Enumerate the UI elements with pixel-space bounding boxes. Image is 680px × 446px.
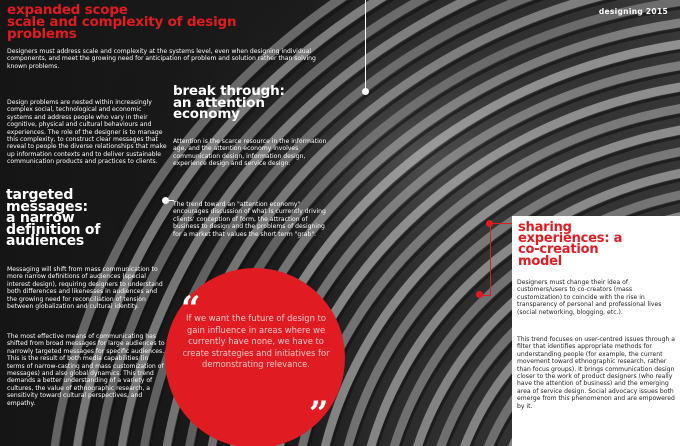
page-tag: designing 2015 <box>598 7 668 16</box>
connector-line <box>490 223 512 224</box>
heading-line: a narrow <box>6 210 75 227</box>
section1-paragraph-1: Designers must address scale and complexity at the systems level, even when designing individual components, and meet the growing need for anticipation of problem and solution rather than solving known problems. <box>7 48 316 70</box>
connector-dot <box>362 88 369 95</box>
heading-line: experiences: a <box>518 231 623 247</box>
pull-quote-text: If we want the future of design to gain influence in areas where we currently have none, we have to create strategies and initiatives for demonstrating relevance. <box>182 313 330 370</box>
connector-dot <box>486 220 493 227</box>
close-quote-mark: ” <box>309 394 329 434</box>
section1-paragraph-2: Design problems are nested within increasingly complex social, technological and economic systems and address people who vary in their cognitive, physical and cultural behaviours and experiences. The role of the designer is to manage this complexity, to construct clear messages that reveal to people the diverse relationships that make up information contexts and to deliver sustainable communication products and practices to clients. <box>7 99 167 166</box>
section4-paragraph-1: Designers must change their idea of customers/users to co-creators (mass customization) to coincide with the rise in transparency of personal and professional lives (social networking, blogging, etc.). <box>517 279 662 316</box>
section2-paragraph-1: Attention is the scarce resource in the information age, and the attention economy involves communication design, information design, experience design and service design. <box>173 138 327 168</box>
heading-line: scale and complexity of design <box>7 14 237 30</box>
section-heading-targeted-messages <box>6 187 101 250</box>
heading-line: definition of <box>6 221 101 238</box>
section-heading-expanded-scope <box>7 4 337 40</box>
section-heading-sharing-experiences <box>518 222 622 267</box>
section2-paragraph-2: The trend toward an "attention economy" encourages discussion of what is currently driving clients' conception of form, the attraction of business to design and the problems of designing for a market that values the short term "grab". <box>173 201 326 238</box>
connector-dot <box>162 197 169 204</box>
section-heading-break-through <box>173 83 285 122</box>
heading-line: break through: <box>173 83 285 99</box>
heading-line: messages: <box>6 198 88 215</box>
heading-line: targeted <box>6 187 74 203</box>
heading-line: audiences <box>6 233 85 250</box>
heading-line: model <box>518 253 563 269</box>
heading-line: an attention <box>173 94 265 111</box>
connector-line <box>365 0 366 92</box>
connector-line <box>490 223 491 295</box>
section4-paragraph-2: This trend focuses on user-centred issues through a filter that identifies appropriate methods for understanding people (for example, the current movement toward ethnographic research, rather than focus groups). It brings communication design closer to the work of product designers (who really have the attention of business) and the emerging area of service design. Social advocacy issues both emerge from this phenomenon and are empowered by it. <box>517 336 675 410</box>
section3-paragraph-2: The most effective means of communicating has shifted from broad messages for large audiences to narrowly targeted messages for specific audiences. This is the result of both media capabilities (in terms of narrow-casting and mass customization of messages) and also global dynamics. This trend demands a better understanding of a variety of cultures, the value of ethnographic research, a sensitivity toward cultural perspectives, and empathy. <box>7 333 165 407</box>
heading-line: sharing <box>518 220 572 235</box>
open-quote-mark: “ <box>181 289 201 329</box>
heading-line: co-creation <box>518 242 599 258</box>
heading-line: expanded scope <box>7 2 128 18</box>
heading-line: problems <box>7 26 77 42</box>
connector-dot <box>476 291 483 298</box>
section3-paragraph-1: Messaging will shift from mass communication to more narrow definitions of audiences (special interest design), requiring designers to understand both differences and likenesses in audiences and the growing need for reconciliation of tension between globalization and cultural identity. <box>7 266 163 311</box>
heading-line: economy <box>173 106 240 122</box>
